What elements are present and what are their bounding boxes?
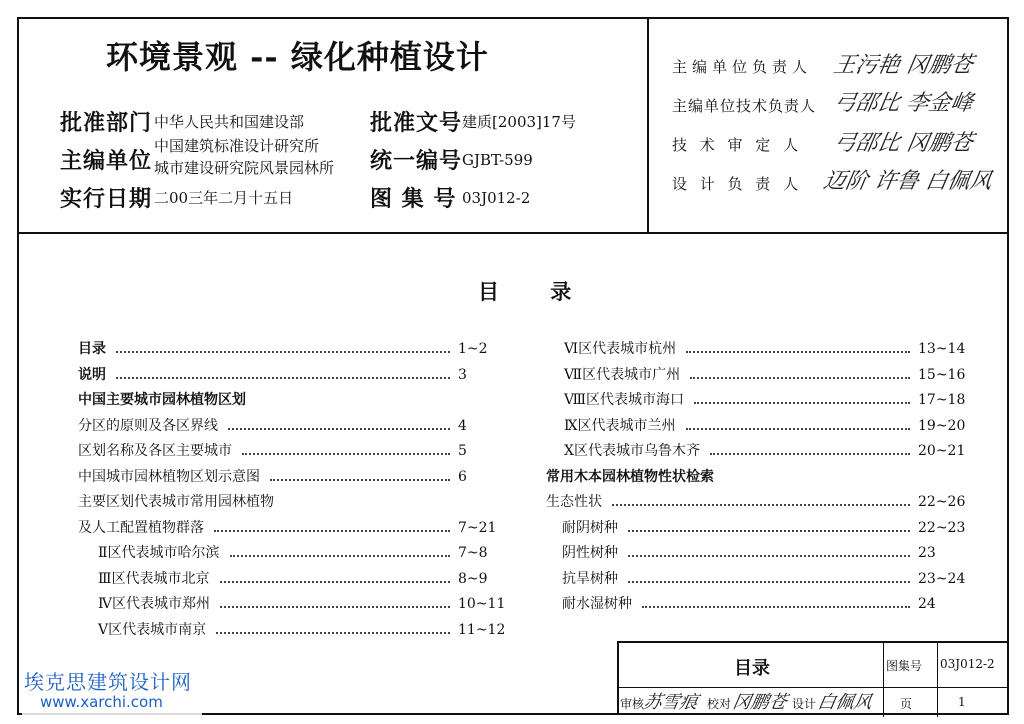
toc-entry[interactable]: [562, 568, 966, 590]
toc-entry[interactable]: [98, 568, 500, 590]
toc-entry-title: 抗旱树种: [562, 570, 618, 587]
toc-leader-dots: [628, 581, 910, 583]
toc-entry-page: 7~21: [458, 519, 497, 536]
toc-entry-page: 3: [458, 366, 467, 383]
toc-entry-title: Ⅶ区代表城市广州: [564, 366, 681, 383]
toc-entry-page: 24: [918, 596, 936, 612]
toc-leader-dots: [642, 606, 910, 608]
toc-entry-title: 中国主要城市园林植物区划: [78, 392, 246, 408]
toc-leader-dots: [686, 428, 910, 430]
toc-entry[interactable]: [78, 415, 500, 437]
toc-entry-page: 19~20: [918, 417, 966, 434]
toc-entry[interactable]: [546, 491, 966, 513]
watermark-name: 埃克思建筑设计网: [24, 670, 192, 694]
toc-entry-title: Ⅲ区代表城市北京: [98, 570, 210, 587]
toc-entry-title: 区划名称及各区主要城市: [78, 443, 232, 459]
approval-dept-label: 批准部门: [60, 110, 153, 136]
toc-entry-page: 7~8: [458, 545, 488, 561]
toc-entry-title: Ⅵ区代表城市杭州: [564, 341, 677, 357]
toc-entry[interactable]: [98, 593, 506, 615]
toc-entry-page: 1~2: [458, 341, 488, 357]
toc-entry-page: 23: [918, 545, 936, 561]
toc-heading: 目 录: [478, 279, 594, 304]
toc-entry[interactable]: [564, 338, 966, 360]
toc-entry-page: 10~11: [458, 596, 506, 612]
toc-leader-dots: [686, 351, 910, 353]
page-label: 页: [900, 697, 913, 711]
effective-date-label: 实行日期: [60, 186, 153, 212]
toc-entry-page: 6: [458, 468, 467, 485]
toc-entry-page: 23~24: [918, 570, 966, 587]
header-vertical-divider: [647, 19, 649, 232]
toc-entry[interactable]: [98, 619, 506, 641]
responsible-signature: 迈阶 许鲁 白佩风: [821, 169, 994, 194]
toc-entry[interactable]: [78, 440, 500, 462]
toc-entry-title: 分区的原则及各区界线: [78, 417, 218, 434]
toc-entry[interactable]: [562, 542, 960, 564]
check-signature: 冈鹏苍: [730, 692, 789, 713]
toc-entry-page: 20~21: [918, 443, 966, 459]
toc-leader-dots: [694, 402, 910, 404]
toc-leader-dots: [214, 530, 450, 532]
toc-leader-dots: [116, 351, 450, 353]
toc-entry-title: Ⅱ区代表城市哈尔滨: [98, 545, 220, 561]
toc-entry-title: Ⅷ区代表城市海口: [564, 392, 685, 408]
toc-entry-title: 生态性状: [546, 494, 602, 510]
design-label: 设计: [792, 697, 817, 711]
unified-no-value: GJBT-599: [462, 151, 533, 169]
toc-entry[interactable]: [564, 440, 966, 462]
review-label: 审核: [620, 697, 645, 711]
toc-entry-title: Ⅸ区代表城市兰州: [564, 417, 676, 434]
toc-entry[interactable]: [78, 389, 500, 411]
atlas-no-label: 图 集 号: [370, 186, 457, 212]
responsible-role: 主编单位技术负责人: [672, 97, 817, 115]
toc-entry-page: 11~12: [458, 621, 506, 638]
toc-entry-title: 耐阴树种: [562, 519, 618, 536]
approval-dept-value: 中华人民共和国建设部: [154, 113, 305, 131]
responsible-signature: 弓邵比 冈鹏苍: [831, 131, 975, 156]
toc-entry-page: 17~18: [918, 392, 966, 408]
responsible-signature: 王污艳 冈鹏苍: [831, 53, 975, 78]
tb-atlas-label: 图集号: [886, 659, 923, 673]
unified-no-label: 统一编号: [370, 148, 463, 174]
toc-entry-page: 15~16: [918, 366, 966, 383]
editor-unit-label: 主编单位: [60, 148, 153, 174]
sheet-name: 目录: [734, 658, 770, 679]
responsible-role: 主编单位负责人: [672, 58, 813, 76]
toc-leader-dots: [220, 606, 450, 608]
toc-entry-title: 说明: [78, 366, 106, 383]
editor-unit-value-1: 中国建筑标准设计研究所: [154, 137, 320, 155]
toc-entry[interactable]: [78, 364, 500, 386]
toc-entry[interactable]: [546, 466, 960, 488]
toc-entry[interactable]: [78, 338, 500, 360]
toc-entry-page: 13~14: [918, 341, 966, 357]
toc-entry-page: 5: [458, 443, 467, 459]
toc-entry-title: 常用木本园林植物性状检索: [546, 468, 714, 485]
header-divider: [19, 232, 1007, 234]
approval-doc-label: 批准文号: [370, 110, 463, 136]
tb-atlas-value: 03J012-2: [940, 657, 995, 671]
toc-leader-dots: [270, 479, 450, 481]
toc-entry[interactable]: [562, 593, 960, 615]
toc-entry-title: 目录: [78, 341, 106, 357]
toc-entry[interactable]: [562, 517, 966, 539]
toc-entry-page: 4: [458, 417, 467, 434]
toc-entry[interactable]: [78, 466, 500, 488]
toc-entry[interactable]: [98, 542, 500, 564]
responsible-role: 技 术 审 定 人: [672, 136, 803, 154]
toc-entry-title: Ⅴ区代表城市南京: [98, 621, 207, 638]
responsible-signature: 弓邵比 李金峰: [831, 91, 975, 116]
check-label: 校对: [707, 697, 732, 711]
toc-entry[interactable]: [78, 491, 500, 513]
atlas-no-value: 03J012-2: [462, 189, 531, 207]
toc-entry-page: 22~23: [918, 519, 966, 536]
toc-entry-title: 主要区划代表城市常用园林植物: [78, 494, 274, 510]
toc-leader-dots: [690, 377, 910, 379]
toc-leader-dots: [710, 453, 910, 455]
editor-unit-value-2: 城市建设研究院风景园林所: [154, 159, 335, 177]
toc-entry-page: 8~9: [458, 570, 488, 587]
review-signature: 苏雪痕: [641, 692, 700, 713]
toc-entry-title: 中国城市园林植物区划示意图: [78, 468, 260, 485]
toc-leader-dots: [220, 581, 450, 583]
toc-leader-dots: [628, 555, 910, 557]
toc-entry-title: 耐水湿树种: [562, 596, 632, 612]
toc-entry-title: 及人工配置植物群落: [78, 519, 204, 536]
toc-leader-dots: [116, 377, 450, 379]
toc-entry-title: Ⅹ区代表城市乌鲁木齐: [564, 443, 700, 459]
toc-leader-dots: [216, 632, 450, 634]
toc-leader-dots: [230, 555, 450, 557]
toc-leader-dots: [612, 504, 910, 506]
responsible-role: 设 计 负 责 人: [672, 175, 803, 193]
toc-leader-dots: [242, 453, 450, 455]
toc-entry[interactable]: [564, 389, 966, 411]
toc-leader-dots: [628, 530, 910, 532]
effective-date-value: 二00三年二月十五日: [154, 189, 294, 207]
toc-leader-dots: [228, 428, 450, 430]
watermark-url: www.xarchi.com: [40, 693, 163, 711]
page-number: 1: [958, 695, 966, 709]
toc-entry[interactable]: [564, 415, 966, 437]
toc-entry-title: Ⅳ区代表城市郑州: [98, 596, 210, 612]
page-title: 环境景观 -- 绿化种植设计: [106, 38, 489, 76]
toc-entry[interactable]: [78, 517, 500, 539]
approval-doc-value: 建质[2003]17号: [462, 113, 576, 131]
toc-entry-title: 阴性树种: [562, 545, 618, 561]
toc-entry[interactable]: [564, 364, 966, 386]
toc-entry-page: 22~26: [918, 494, 966, 510]
design-signature: 白佩风: [815, 692, 874, 713]
